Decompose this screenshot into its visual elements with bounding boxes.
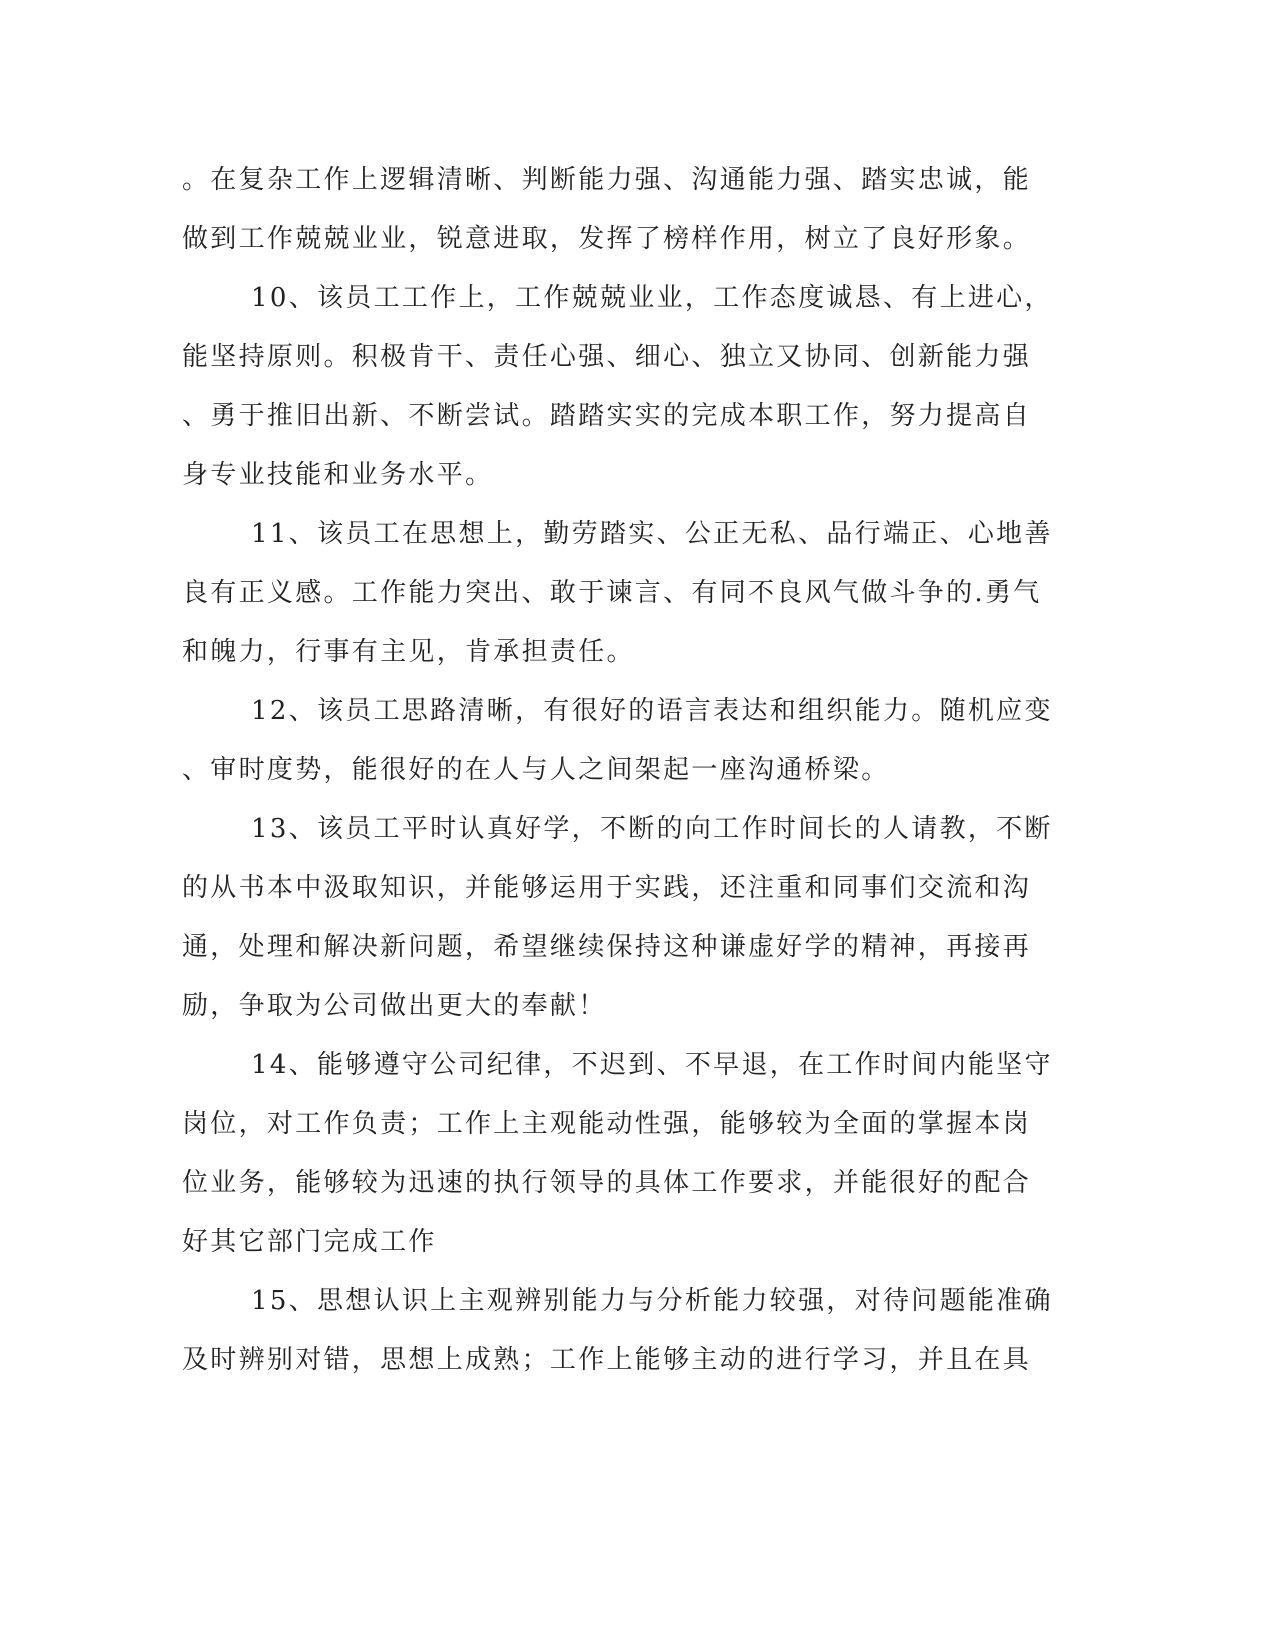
text-line: 的从书本中汲取知识，并能够运用于实践，还注重和同事们交流和沟: [182, 873, 1032, 903]
text-line: 通，处理和解决新问题，希望继续保持这种谦虚好学的精神，再接再: [182, 932, 1032, 962]
paragraph-13-first-line: 13、该员工平时认真好学，不断的向工作时间长的人请教，不断: [251, 814, 1053, 844]
text-line: 做到工作兢兢业业，锐意进取，发挥了榜样作用，树立了良好形象。: [182, 224, 1032, 254]
text-line: 位业务，能够较为迅速的执行领导的具体工作要求，并能很好的配合: [182, 1168, 1032, 1198]
text-line: 好其它部门完成工作: [182, 1227, 437, 1257]
paragraph-15-first-line: 15、思想认识上主观辨别能力与分析能力较强，对待问题能准确: [251, 1286, 1053, 1316]
text-line: 身专业技能和业务水平。: [182, 460, 494, 490]
paragraph-14-first-line: 14、能够遵守公司纪律，不迟到、不早退，在工作时间内能坚守: [251, 1050, 1053, 1080]
paragraph-12-first-line: 12、该员工思路清晰，有很好的语言表达和组织能力。随机应变: [251, 696, 1053, 726]
text-line: 岗位，对工作负责；工作上主观能动性强，能够较为全面的掌握本岗: [182, 1109, 1032, 1139]
text-line: 及时辨别对错，思想上成熟；工作上能够主动的进行学习，并且在具: [182, 1345, 1032, 1375]
paragraph-10-first-line: 10、该员工工作上，工作兢兢业业，工作态度诚恳、有上进心，: [251, 283, 1053, 313]
text-line: 。在复杂工作上逻辑清晰、判断能力强、沟通能力强、踏实忠诚，能: [182, 165, 1032, 195]
text-line: 能坚持原则。积极肯干、责任心强、细心、独立又协同、创新能力强: [182, 342, 1032, 372]
text-line: 良有正义感。工作能力突出、敢于谏言、有同不良风气做斗争的.勇气: [182, 578, 1042, 608]
text-line: 、审时度势，能很好的在人与人之间架起一座沟通桥梁。: [182, 755, 890, 785]
paragraph-11-first-line: 11、该员工在思想上，勤劳踏实、公正无私、品行端正、心地善: [251, 519, 1053, 549]
text-line: 励，争取为公司做出更大的奉献！: [182, 991, 607, 1021]
text-line: 、勇于推旧出新、不断尝试。踏踏实实的完成本职工作，努力提高自: [182, 401, 1032, 431]
text-line: 和魄力，行事有主见，肯承担责任。: [182, 637, 635, 667]
